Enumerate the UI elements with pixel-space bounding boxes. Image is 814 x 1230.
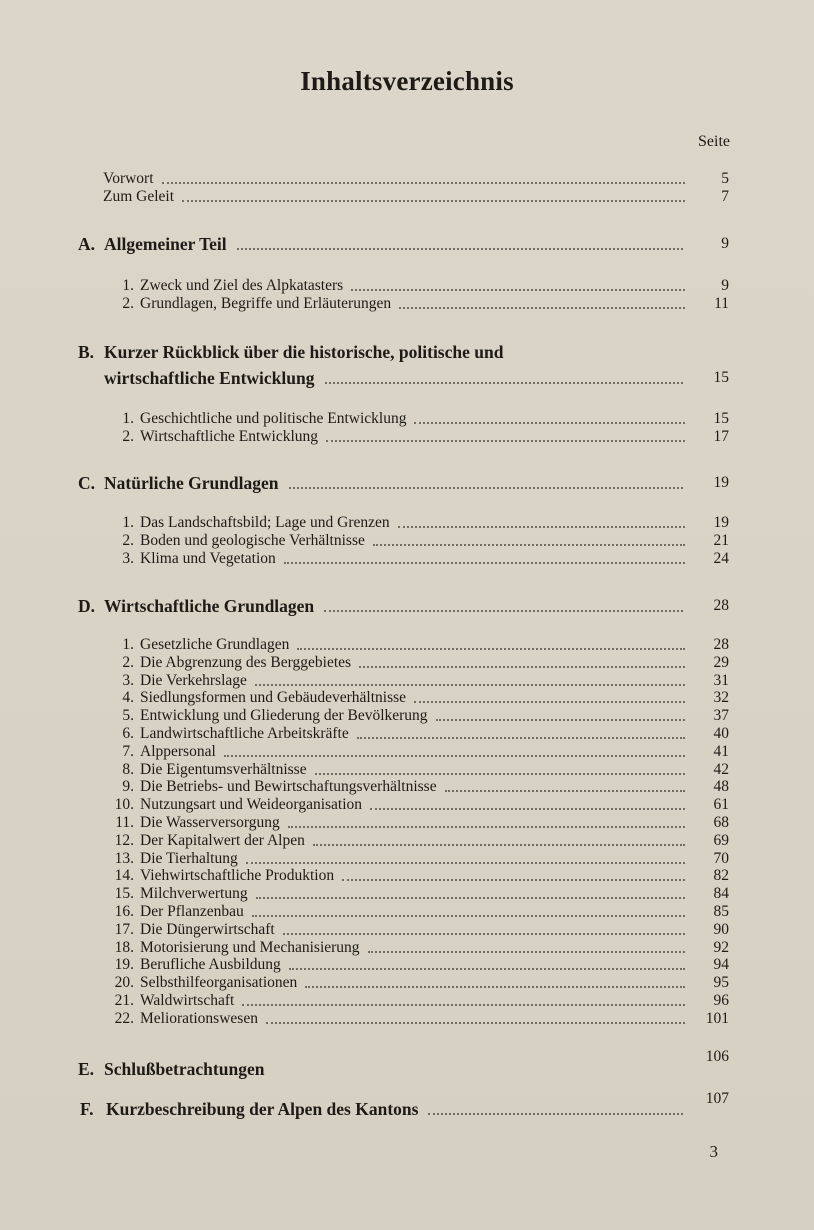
- entry-label: Geschichtliche und politische Entwicklung: [140, 410, 407, 427]
- entry-number: 3.: [122, 671, 134, 689]
- entry-number: 12.: [114, 831, 134, 849]
- entry-page-number: 70: [713, 849, 729, 867]
- entry-label: Die Tierhaltung: [140, 849, 238, 867]
- entry-page-number: 5: [721, 170, 729, 187]
- entry-number: 2.: [122, 653, 134, 671]
- toc-entry[interactable]: [110, 796, 729, 814]
- entry-number: 14.: [114, 867, 134, 885]
- dot-leader: [313, 840, 685, 846]
- section-letter: C.: [78, 473, 96, 493]
- dot-leader: [289, 483, 683, 489]
- entry-page-number: 42: [713, 760, 729, 778]
- section-letter: D.: [78, 596, 96, 616]
- entry-page-number: 37: [713, 707, 729, 725]
- toc-entry[interactable]: [110, 956, 729, 974]
- dot-leader: [368, 947, 685, 953]
- toc-section-e[interactable]: [78, 1048, 729, 1081]
- toc-entry[interactable]: [110, 921, 729, 939]
- entry-label: Zweck und Ziel des Alpkatasters: [140, 277, 344, 294]
- section-letter: A.: [78, 234, 96, 254]
- section-label-line2: wirtschaftliche Entwicklung: [104, 368, 315, 388]
- entry-label: Die Wasserversorgung: [140, 814, 280, 831]
- entry-number: 1.: [122, 277, 134, 294]
- section-label: Allgemeiner Teil: [104, 234, 227, 254]
- section-letter: B.: [78, 342, 95, 362]
- entry-page-number: 32: [713, 689, 729, 707]
- toc-section-a[interactable]: [78, 232, 729, 256]
- entry-page-number: 61: [713, 796, 729, 814]
- toc-entry[interactable]: [110, 428, 729, 446]
- entry-number: 15.: [114, 885, 134, 903]
- toc-entry[interactable]: [110, 672, 729, 690]
- entry-page-number: 96: [713, 992, 729, 1009]
- dot-leader: [325, 378, 684, 384]
- toc-entry[interactable]: [110, 410, 729, 428]
- entry-label: Die Abgrenzung des Berggebietes: [140, 653, 352, 671]
- dot-leader: [324, 606, 683, 612]
- entry-label: Milchverwertung: [140, 885, 248, 903]
- entry-number: 6.: [122, 725, 134, 742]
- dot-leader: [398, 522, 685, 528]
- entry-page-number: 28: [713, 636, 729, 653]
- toc-entry[interactable]: [110, 550, 729, 568]
- section-label: Natürliche Grundlagen: [104, 473, 279, 493]
- dot-leader: [414, 418, 685, 424]
- dot-leader: [370, 804, 685, 810]
- section-label: Schlußbetrachtungen: [104, 1059, 265, 1079]
- dot-leader: [283, 929, 685, 935]
- entry-number: 1.: [122, 636, 134, 653]
- entry-page-number: 9: [721, 277, 729, 294]
- dot-leader: [315, 769, 685, 775]
- entry-number: 2.: [122, 532, 134, 549]
- dot-leader: [266, 1018, 685, 1024]
- entry-label: Der Pflanzenbau: [140, 903, 244, 920]
- entry-page-number: 90: [713, 920, 729, 938]
- entry-number: 11.: [115, 814, 134, 831]
- entry-page-number: 15: [713, 410, 729, 427]
- entry-page-number: 92: [713, 938, 729, 956]
- toc-entry[interactable]: [110, 761, 729, 779]
- page-number: 3: [709, 1142, 718, 1161]
- dot-leader: [428, 1109, 683, 1115]
- toc-entry[interactable]: [110, 778, 729, 796]
- dot-leader: [297, 644, 685, 650]
- entry-page-number: 95: [713, 974, 729, 992]
- dot-leader: [242, 1000, 685, 1006]
- entry-label: Die Verkehrslage: [140, 671, 247, 689]
- toc-entry[interactable]: [110, 974, 729, 992]
- section-label: Kurzer Rückblick über die historische, politische und: [104, 342, 504, 362]
- section-label: Kurzbeschreibung der Alpen des Kantons: [106, 1099, 419, 1119]
- toc-section-c[interactable]: [78, 471, 729, 495]
- entry-number: 1.: [122, 514, 134, 531]
- entry-label: Waldwirtschaft: [140, 992, 235, 1009]
- dot-leader: [359, 662, 685, 668]
- toc-entry[interactable]: [110, 295, 729, 313]
- entry-page-number: 94: [713, 956, 729, 974]
- entry-label: Selbsthilfeorganisationen: [140, 974, 298, 992]
- section-page-number: 9: [721, 235, 729, 252]
- dot-leader: [182, 196, 685, 202]
- toc-entry[interactable]: [110, 689, 729, 707]
- section-page-number: 106: [705, 1048, 729, 1065]
- dot-leader: [342, 875, 685, 881]
- toc-entry-zum-geleit[interactable]: [103, 188, 729, 206]
- column-header-seite: Seite: [698, 133, 730, 150]
- dot-leader: [288, 822, 685, 828]
- toc-entry[interactable]: [110, 885, 729, 903]
- entry-label: Die Eigentumsverhältnisse: [140, 760, 307, 778]
- entry-number: 17.: [114, 920, 134, 938]
- entry-label: Viehwirtschaftliche Produktion: [140, 867, 335, 885]
- entry-page-number: 41: [713, 742, 729, 760]
- entry-page-number: 21: [713, 532, 729, 549]
- entry-number: 18.: [114, 938, 134, 956]
- toc-entry[interactable]: [110, 814, 729, 832]
- entry-label: Berufliche Ausbildung: [140, 956, 281, 974]
- toc-entry[interactable]: [110, 903, 729, 921]
- section-page-number: 15: [713, 369, 729, 386]
- dot-leader: [289, 964, 685, 970]
- entry-label: Siedlungsformen und Gebäudeverhältnisse: [140, 689, 407, 707]
- entry-label: Das Landschaftsbild; Lage und Grenzen: [140, 514, 390, 531]
- entry-label: Die Betriebs- und Bewirtschaftungsverhältnisse: [140, 778, 437, 796]
- entry-label: Klima und Vegetation: [140, 550, 276, 567]
- dot-leader: [252, 911, 685, 917]
- entry-page-number: 11: [714, 295, 729, 312]
- entry-number: 20.: [114, 974, 134, 992]
- entry-label: Entwicklung und Gliederung der Bevölkerung: [140, 707, 428, 725]
- entry-page-number: 69: [713, 831, 729, 849]
- dot-leader: [351, 285, 685, 291]
- entry-number: 19.: [114, 956, 134, 974]
- toc-entry[interactable]: [110, 832, 729, 850]
- entry-page-number: 85: [713, 903, 729, 920]
- dot-leader: [445, 786, 685, 792]
- entry-page-number: 82: [713, 867, 729, 885]
- section-page-number: 28: [713, 597, 729, 614]
- dot-leader: [414, 697, 685, 703]
- section-page-number: 107: [705, 1090, 729, 1107]
- entry-label: Grundlagen, Begriffe und Erläuterungen: [140, 295, 392, 312]
- entry-label: Die Düngerwirtschaft: [140, 920, 275, 938]
- dot-leader: [256, 893, 685, 899]
- toc-entry[interactable]: [110, 277, 729, 295]
- entry-label: Gesetzliche Grundlagen: [140, 636, 290, 653]
- section-letter: F.: [80, 1099, 94, 1119]
- dot-leader: [399, 303, 685, 309]
- toc-section-f[interactable]: [80, 1090, 729, 1121]
- entry-number: 2.: [122, 295, 134, 312]
- toc-entry[interactable]: [110, 867, 729, 885]
- entry-label: Boden und geologische Verhältnisse: [140, 532, 365, 549]
- dot-leader: [255, 680, 685, 686]
- toc-entry[interactable]: [110, 725, 729, 743]
- toc-section-d[interactable]: [78, 594, 729, 618]
- entry-number: 9.: [122, 778, 134, 796]
- entry-page-number: 24: [713, 550, 729, 567]
- entry-label: Wirtschaftliche Entwicklung: [140, 428, 319, 445]
- entry-label: Meliorationswesen: [140, 1009, 258, 1027]
- toc-section-b[interactable]: [104, 366, 729, 390]
- entry-number: 16.: [114, 903, 134, 920]
- toc-entry[interactable]: [110, 532, 729, 550]
- entry-page-number: 84: [713, 885, 729, 903]
- entry-page-number: 7: [721, 188, 729, 205]
- entry-label: Vorwort: [103, 170, 154, 187]
- entry-number: 4.: [122, 689, 134, 707]
- entry-page-number: 31: [713, 671, 729, 689]
- dot-leader: [326, 436, 685, 442]
- section-letter: E.: [78, 1059, 95, 1079]
- entry-number: 7.: [122, 742, 134, 760]
- entry-number: 5.: [122, 707, 134, 725]
- toc-entry[interactable]: [110, 636, 729, 654]
- dot-leader: [237, 244, 683, 250]
- toc-entry[interactable]: [110, 939, 729, 957]
- entry-page-number: 17: [713, 428, 729, 445]
- entry-number: 10.: [114, 796, 134, 814]
- page-title: Inhaltsverzeichnis: [300, 66, 514, 96]
- entry-label: Der Kapitalwert der Alpen: [140, 831, 305, 849]
- toc-section-b-line1[interactable]: [78, 342, 503, 363]
- entry-page-number: 40: [713, 725, 729, 742]
- dot-leader: [357, 733, 685, 739]
- entry-page-number: 48: [713, 778, 729, 796]
- entry-number: 13.: [114, 849, 134, 867]
- dot-leader: [373, 540, 685, 546]
- entry-label: Alppersonal: [140, 742, 216, 760]
- toc-entry[interactable]: [110, 707, 729, 725]
- entry-page-number: 68: [713, 814, 729, 831]
- entry-page-number: 101: [705, 1009, 729, 1027]
- entry-page-number: 19: [713, 514, 729, 531]
- entry-number: 21.: [114, 992, 134, 1009]
- entry-label: Zum Geleit: [103, 188, 175, 205]
- dot-leader: [224, 751, 685, 757]
- entry-label: Nutzungsart und Weideorganisation: [140, 796, 363, 814]
- entry-number: 8.: [122, 760, 134, 778]
- entry-label: Motorisierung und Mechanisierung: [140, 938, 360, 956]
- dot-leader: [284, 558, 685, 564]
- section-page-number: 19: [713, 474, 729, 491]
- dot-leader: [436, 715, 685, 721]
- entry-page-number: 29: [713, 653, 729, 671]
- toc-entry[interactable]: [110, 850, 729, 868]
- toc-entry-vorwort[interactable]: [103, 170, 729, 188]
- toc-entry[interactable]: [110, 992, 729, 1010]
- dot-leader: [305, 982, 685, 988]
- entry-number: 3.: [122, 550, 134, 567]
- entry-number: 1.: [122, 410, 134, 427]
- entry-number: 22.: [114, 1009, 134, 1027]
- toc-entry[interactable]: [110, 514, 729, 532]
- dot-leader: [162, 178, 685, 184]
- entry-label: Landwirtschaftliche Arbeitskräfte: [140, 725, 349, 742]
- toc-entry[interactable]: [110, 743, 729, 761]
- entry-number: 2.: [122, 428, 134, 445]
- toc-entry[interactable]: [110, 1010, 729, 1028]
- toc-entry[interactable]: [110, 654, 729, 672]
- section-label: Wirtschaftliche Grundlagen: [104, 596, 315, 616]
- dot-leader: [246, 858, 685, 864]
